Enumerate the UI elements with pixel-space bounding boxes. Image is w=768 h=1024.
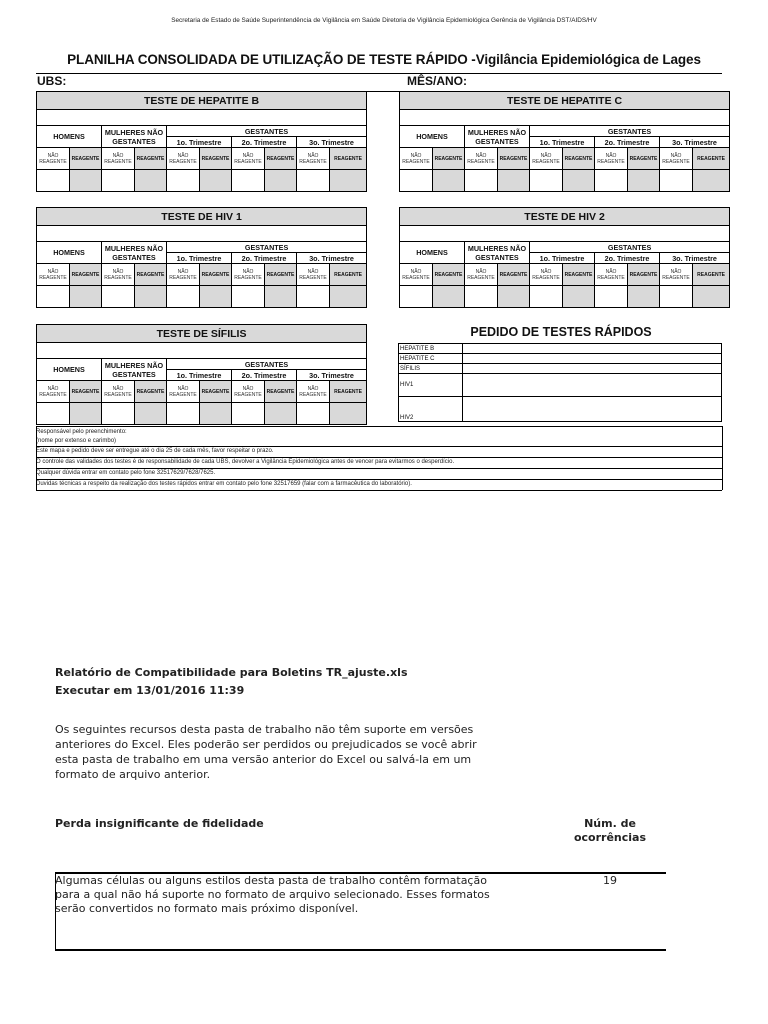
- responsavel-note: (nome por extenso e carimbo): [36, 438, 117, 444]
- reagente-label: REAGENTE: [200, 381, 232, 403]
- nao-reagente-label: NÃO REAGENTE: [400, 264, 433, 286]
- tri3-header: 3o. Trimestre: [297, 253, 367, 264]
- blank-row: [37, 110, 367, 126]
- blank-row: [400, 226, 730, 242]
- tri3-header: 3o. Trimestre: [660, 137, 730, 148]
- input-cell[interactable]: [265, 286, 297, 308]
- block-hiv2: [399, 207, 729, 308]
- nao-reagente-label: NÃO REAGENTE: [102, 264, 135, 286]
- input-cell[interactable]: [563, 286, 595, 308]
- reagente-label: REAGENTE: [200, 148, 232, 170]
- pedido-title: PEDIDO DE TESTES RÁPIDOS: [470, 325, 652, 339]
- occurrences-heading: Núm. de ocorrências: [573, 817, 647, 844]
- test-title: TESTE DE SÍFILIS: [37, 325, 367, 343]
- mulheres-header: MULHERES NÃO GESTANTES: [102, 126, 167, 148]
- input-cell[interactable]: [297, 170, 330, 192]
- reagente-label: REAGENTE: [563, 148, 595, 170]
- reagente-label: REAGENTE: [70, 148, 102, 170]
- footer-divider: [36, 426, 722, 427]
- input-cell[interactable]: [297, 403, 330, 425]
- input-cell[interactable]: [693, 170, 730, 192]
- mulheres-header: MULHERES NÃO GESTANTES: [102, 242, 167, 264]
- input-cell[interactable]: [135, 286, 167, 308]
- input-cell[interactable]: [167, 403, 200, 425]
- input-cell[interactable]: [465, 286, 498, 308]
- report-run-date: Executar em 13/01/2016 11:39: [55, 684, 245, 697]
- input-cell[interactable]: [628, 286, 660, 308]
- input-cell[interactable]: [102, 286, 135, 308]
- reagente-label: REAGENTE: [135, 148, 167, 170]
- input-cell[interactable]: [232, 286, 265, 308]
- tri1-header: 1o. Trimestre: [167, 253, 232, 264]
- pedido-qty[interactable]: [463, 374, 722, 397]
- input-cell[interactable]: [530, 170, 563, 192]
- input-cell[interactable]: [563, 170, 595, 192]
- footer-left-border: [36, 426, 37, 490]
- pedido-table: [398, 343, 722, 422]
- homens-header: HOMENS: [400, 242, 465, 264]
- reagente-label: REAGENTE: [70, 264, 102, 286]
- footer-note-contact: Qualquer dúvida entrar em contato pelo fone 32517629/7628/7625.: [36, 470, 216, 476]
- input-cell[interactable]: [37, 286, 70, 308]
- pedido-item: HEPATITE C: [399, 354, 463, 364]
- gestantes-header: GESTANTES: [530, 242, 730, 253]
- reagente-label: REAGENTE: [563, 264, 595, 286]
- pedido-item: SÍFILIS: [399, 364, 463, 374]
- input-cell[interactable]: [135, 403, 167, 425]
- mulheres-header: MULHERES NÃO GESTANTES: [102, 359, 167, 381]
- homens-header: HOMENS: [37, 359, 102, 381]
- input-cell[interactable]: [400, 170, 433, 192]
- footer-divider: [36, 446, 722, 447]
- input-cell[interactable]: [660, 170, 693, 192]
- blank-row: [37, 226, 367, 242]
- mes-ano-label: MÊS/ANO:: [407, 74, 467, 88]
- tri3-header: 3o. Trimestre: [660, 253, 730, 264]
- input-cell[interactable]: [498, 286, 530, 308]
- pedido-item: HIV1: [399, 374, 463, 397]
- input-cell[interactable]: [265, 170, 297, 192]
- nao-reagente-label: NÃO REAGENTE: [530, 264, 563, 286]
- reagente-label: REAGENTE: [498, 148, 530, 170]
- input-cell[interactable]: [660, 286, 693, 308]
- nao-reagente-label: NÃO REAGENTE: [167, 264, 200, 286]
- nao-reagente-label: NÃO REAGENTE: [465, 148, 498, 170]
- footer-divider: [36, 468, 722, 469]
- nao-reagente-label: NÃO REAGENTE: [102, 148, 135, 170]
- input-cell[interactable]: [433, 170, 465, 192]
- nao-reagente-label: NÃO REAGENTE: [232, 381, 265, 403]
- input-cell[interactable]: [330, 170, 367, 192]
- reagente-label: REAGENTE: [265, 148, 297, 170]
- reagente-label: REAGENTE: [498, 264, 530, 286]
- reagente-label: REAGENTE: [693, 264, 730, 286]
- input-cell[interactable]: [498, 170, 530, 192]
- nao-reagente-label: NÃO REAGENTE: [232, 264, 265, 286]
- nao-reagente-label: NÃO REAGENTE: [167, 381, 200, 403]
- pedido-qty[interactable]: [463, 397, 722, 422]
- reagente-label: REAGENTE: [135, 264, 167, 286]
- input-cell[interactable]: [135, 170, 167, 192]
- homens-header: HOMENS: [37, 126, 102, 148]
- block-hepatite-c: [399, 91, 729, 192]
- tri2-header: 2o. Trimestre: [595, 253, 660, 264]
- input-cell[interactable]: [102, 170, 135, 192]
- block-sifilis: [36, 324, 366, 425]
- input-cell[interactable]: [465, 170, 498, 192]
- tri2-header: 2o. Trimestre: [232, 253, 297, 264]
- tri1-header: 1o. Trimestre: [530, 253, 595, 264]
- sheet-title: PLANILHA CONSOLIDADA DE UTILIZAÇÃO DE TESTE RÁPIDO -Vigilância Epidemiológica de Lages: [67, 52, 701, 67]
- input-cell[interactable]: [167, 170, 200, 192]
- pedido-qty[interactable]: [463, 354, 722, 364]
- responsavel-label: Responsável pelo preenchimento:: [36, 429, 127, 435]
- mulheres-header: MULHERES NÃO GESTANTES: [465, 126, 530, 148]
- nao-reagente-label: NÃO REAGENTE: [595, 264, 628, 286]
- tri1-header: 1o. Trimestre: [167, 370, 232, 381]
- blank-row: [400, 110, 730, 126]
- report-description: Os seguintes recursos desta pasta de trabalho não têm suporte em versões anteriores do Excel. Eles poderão ser perdidos ou prejudicados se você abrir esta pasta de trabalho em uma versão anterior do Excel ou salvá-la em um formato de arquivo anterior.: [55, 723, 477, 781]
- input-cell[interactable]: [330, 286, 367, 308]
- input-cell[interactable]: [200, 403, 232, 425]
- reagente-label: REAGENTE: [265, 264, 297, 286]
- nao-reagente-label: NÃO REAGENTE: [102, 381, 135, 403]
- reagente-label: REAGENTE: [330, 381, 367, 403]
- nao-reagente-label: NÃO REAGENTE: [595, 148, 628, 170]
- block-hepatite-b: [36, 91, 366, 192]
- ubs-row: [36, 73, 722, 92]
- nao-reagente-label: NÃO REAGENTE: [37, 381, 70, 403]
- report-issue-message: Algumas células ou alguns estilos desta pasta de trabalho contêm formatação para a qual não há suporte no formato de arquivo selecionado. Esses formatos serão convertidos no formato mais próximo disponível.: [55, 874, 490, 915]
- input-cell[interactable]: [232, 170, 265, 192]
- nao-reagente-label: NÃO REAGENTE: [167, 148, 200, 170]
- nao-reagente-label: NÃO REAGENTE: [530, 148, 563, 170]
- reagente-label: REAGENTE: [330, 148, 367, 170]
- nao-reagente-label: NÃO REAGENTE: [37, 148, 70, 170]
- input-cell[interactable]: [37, 403, 70, 425]
- input-cell[interactable]: [200, 286, 232, 308]
- reagente-label: REAGENTE: [433, 264, 465, 286]
- gestantes-header: GESTANTES: [167, 359, 367, 370]
- reagente-label: REAGENTE: [135, 381, 167, 403]
- pedido-qty[interactable]: [463, 364, 722, 374]
- tri1-header: 1o. Trimestre: [530, 137, 595, 148]
- agency-header: Secretaria de Estado de Saúde Superintendência de Vigilância em Saúde Diretoria de Vigilância Epidemiológica Gerência de Vigilância DST/AIDS/HV: [171, 17, 597, 24]
- report-issue-count: 19: [603, 874, 617, 887]
- homens-header: HOMENS: [400, 126, 465, 148]
- input-cell[interactable]: [595, 170, 628, 192]
- reagente-label: REAGENTE: [265, 381, 297, 403]
- reagente-label: REAGENTE: [628, 264, 660, 286]
- input-cell[interactable]: [265, 403, 297, 425]
- input-cell[interactable]: [595, 286, 628, 308]
- footer-divider: [36, 457, 722, 458]
- nao-reagente-label: NÃO REAGENTE: [37, 264, 70, 286]
- input-cell[interactable]: [70, 403, 102, 425]
- footer-divider: [36, 479, 722, 480]
- nao-reagente-label: NÃO REAGENTE: [465, 264, 498, 286]
- input-cell[interactable]: [530, 286, 563, 308]
- tri3-header: 3o. Trimestre: [297, 370, 367, 381]
- footer-note-technical: Duvidas técnicas a respeito da realização dos testes rápidos entrar em contato pelo fone 32517659 (falar com a farmacêutica do laboratório).: [36, 481, 412, 487]
- input-cell[interactable]: [70, 170, 102, 192]
- footer-right-border: [722, 426, 723, 490]
- mulheres-header: MULHERES NÃO GESTANTES: [465, 242, 530, 264]
- reagente-label: REAGENTE: [330, 264, 367, 286]
- footer-divider: [36, 490, 722, 491]
- footer-note-validity: O controle das validades dos testes é de responsabilidade de cada UBS, devolver a Vigilância Epidemiológica antes de vencer para evitarmos o desperdício.: [36, 459, 455, 465]
- homens-header: HOMENS: [37, 242, 102, 264]
- pedido-qty[interactable]: [463, 344, 722, 354]
- tri2-header: 2o. Trimestre: [232, 137, 297, 148]
- gestantes-header: GESTANTES: [167, 242, 367, 253]
- nao-reagente-label: NÃO REAGENTE: [660, 148, 693, 170]
- nao-reagente-label: NÃO REAGENTE: [297, 381, 330, 403]
- tri3-header: 3o. Trimestre: [297, 137, 367, 148]
- nao-reagente-label: NÃO REAGENTE: [297, 148, 330, 170]
- footer-note-deadline: Este mapa e pedido deve ser entregue até o dia 25 de cada mês, favor respeitar o prazo.: [36, 448, 274, 454]
- block-hiv1: [36, 207, 366, 308]
- input-cell[interactable]: [330, 403, 367, 425]
- tri2-header: 2o. Trimestre: [232, 370, 297, 381]
- reagente-label: REAGENTE: [433, 148, 465, 170]
- test-title: TESTE DE HEPATITE C: [400, 92, 730, 110]
- reagente-label: REAGENTE: [200, 264, 232, 286]
- input-cell[interactable]: [400, 286, 433, 308]
- nao-reagente-label: NÃO REAGENTE: [400, 148, 433, 170]
- input-cell[interactable]: [37, 170, 70, 192]
- loss-heading: Perda insignificante de fidelidade: [55, 817, 264, 830]
- pedido-item: HIV2: [399, 397, 463, 422]
- input-cell[interactable]: [167, 286, 200, 308]
- test-title: TESTE DE HEPATITE B: [37, 92, 367, 110]
- input-cell[interactable]: [200, 170, 232, 192]
- gestantes-header: GESTANTES: [167, 126, 367, 137]
- pedido-item: HEPATITE B: [399, 344, 463, 354]
- test-title: TESTE DE HIV 1: [37, 208, 367, 226]
- reagente-label: REAGENTE: [693, 148, 730, 170]
- reagente-label: REAGENTE: [70, 381, 102, 403]
- reagente-label: REAGENTE: [628, 148, 660, 170]
- input-cell[interactable]: [232, 403, 265, 425]
- nao-reagente-label: NÃO REAGENTE: [232, 148, 265, 170]
- nao-reagente-label: NÃO REAGENTE: [660, 264, 693, 286]
- input-cell[interactable]: [693, 286, 730, 308]
- input-cell[interactable]: [628, 170, 660, 192]
- report-title: Relatório de Compatibilidade para Boletins TR_ajuste.xls: [55, 666, 408, 679]
- test-title: TESTE DE HIV 2: [400, 208, 730, 226]
- tri2-header: 2o. Trimestre: [595, 137, 660, 148]
- blank-row: [37, 343, 367, 359]
- tri1-header: 1o. Trimestre: [167, 137, 232, 148]
- input-cell[interactable]: [433, 286, 465, 308]
- gestantes-header: GESTANTES: [530, 126, 730, 137]
- input-cell[interactable]: [297, 286, 330, 308]
- ubs-label: UBS:: [37, 74, 67, 88]
- nao-reagente-label: NÃO REAGENTE: [297, 264, 330, 286]
- input-cell[interactable]: [102, 403, 135, 425]
- input-cell[interactable]: [70, 286, 102, 308]
